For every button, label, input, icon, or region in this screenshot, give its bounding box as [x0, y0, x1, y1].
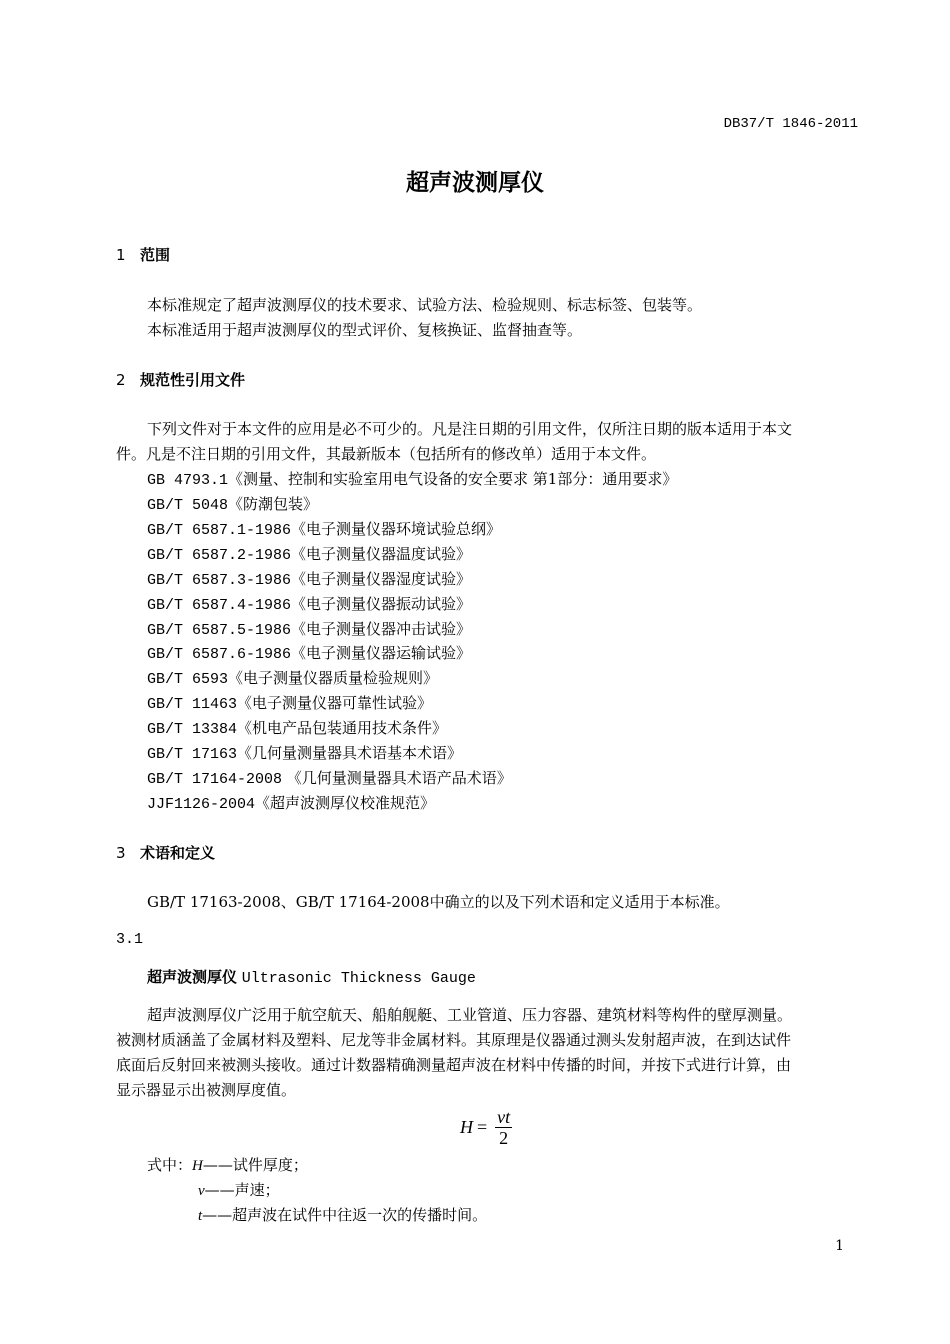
paragraph: 显示器显示出被测厚度值。 — [116, 1081, 297, 1099]
paragraph: 超声波测厚仪广泛用于航空航天、船舶舰艇、工业管道、压力容器、建筑材料等构件的壁厚测量。 — [147, 1006, 793, 1024]
reference-name: 《几何量测量器具术语基本术语》 — [237, 744, 463, 762]
section-number: 1 — [116, 246, 126, 264]
document-title: 超声波测厚仪 — [406, 170, 544, 196]
reference-name: 《超声波测厚仪校准规范》 — [255, 794, 436, 812]
reference-item — [147, 667, 438, 688]
definition-text: ——声速； — [204, 1181, 280, 1199]
formula-denominator: 2 — [499, 1128, 509, 1148]
reference-code: GB/T 6593 — [147, 671, 229, 688]
paragraph: 下列文件对于本文件的应用是必不可少的。凡是注日期的引用文件，仅所注日期的版本适用于本文 — [147, 420, 793, 438]
reference-item — [147, 493, 318, 514]
reference-item — [147, 593, 471, 614]
paragraph: 本标准适用于超声波测厚仪的型式评价、复核换证、监督抽查等。 — [147, 321, 583, 339]
formula-definition — [147, 1154, 308, 1175]
reference-item — [147, 692, 432, 713]
reference-name: 《电子测量仪器温度试验》 — [291, 545, 472, 563]
formula-numerator: vt — [497, 1107, 511, 1127]
formula-definition — [198, 1179, 280, 1200]
section-3-heading — [116, 842, 215, 863]
reference-name: 《电子测量仪器可靠性试验》 — [237, 694, 433, 712]
thickness-formula — [460, 1107, 512, 1148]
section-title: 术语和定义 — [140, 844, 216, 862]
where-label: 式中： — [147, 1156, 193, 1174]
reference-code: GB/T 6587.6-1986 — [147, 646, 292, 663]
reference-code: GB/T 13384 — [147, 721, 238, 738]
reference-code: GB/T 6587.5-1986 — [147, 622, 292, 639]
reference-item — [147, 568, 471, 589]
section-number: 2 — [116, 371, 126, 389]
reference-code: GB/T 5048 — [147, 497, 229, 514]
document-code: DB37/T 1846-2011 — [723, 116, 858, 132]
reference-item — [147, 468, 677, 489]
section-number: 3 — [116, 844, 126, 862]
reference-item — [147, 717, 447, 738]
reference-name: 《电子测量仪器环境试验总纲》 — [291, 520, 502, 538]
reference-name: 《电子测量仪器运输试验》 — [291, 644, 472, 662]
reference-code: GB/T 6587.1-1986 — [147, 522, 292, 539]
page-number: 1 — [835, 1238, 844, 1254]
definition-text: ——试件厚度； — [202, 1156, 308, 1174]
reference-code: JJF1126-2004 — [147, 796, 256, 813]
reference-name: 《电子测量仪器湿度试验》 — [291, 570, 472, 588]
paragraph: 底面后反射回来被测头接收。通过计数器精确测量超声波在材料中传播的时间，并按下式进行计算，由 — [116, 1056, 792, 1074]
paragraph: 本标准规定了超声波测厚仪的技术要求、试验方法、检验规则、标志标签、包装等。 — [147, 296, 703, 314]
reference-name: 《机电产品包装通用技术条件》 — [237, 719, 448, 737]
formula-definition — [198, 1204, 487, 1225]
formula-lhs: H — [460, 1117, 473, 1137]
reference-code: GB 4793.1 — [147, 472, 229, 489]
paragraph: 被测材质涵盖了金属材料及塑料、尼龙等非金属材料。其原理是仪器通过测头发射超声波，在到达试件 — [116, 1031, 792, 1049]
reference-code: GB/T 17163 — [147, 746, 238, 763]
reference-code: GB/T 6587.3-1986 — [147, 572, 292, 589]
reference-item — [147, 742, 462, 763]
definition-symbol: H — [192, 1158, 203, 1174]
reference-item — [147, 767, 512, 788]
reference-name: 《电子测量仪器振动试验》 — [291, 595, 472, 613]
definition-text: ——超声波在试件中往返一次的传播时间。 — [202, 1206, 488, 1224]
reference-code: GB/T 17164-2008 — [147, 771, 283, 788]
formula-fraction — [495, 1107, 512, 1148]
reference-item — [147, 618, 471, 639]
term-english: Ultrasonic Thickness Gauge — [241, 970, 476, 987]
reference-code: GB/T 6587.4-1986 — [147, 597, 292, 614]
reference-item — [147, 543, 471, 564]
paragraph: 件。凡是不注日期的引用文件，其最新版本（包括所有的修改单）适用于本文件。 — [116, 445, 657, 463]
reference-item — [147, 518, 501, 539]
paragraph: GB/T 17163-2008、GB/T 17164-2008中确立的以及下列术语和定义适用于本标准。 — [147, 893, 730, 911]
section-title: 范围 — [140, 246, 171, 264]
reference-name: 《测量、控制和实验室用电气设备的安全要求 第1部分：通用要求》 — [228, 470, 678, 488]
term-chinese: 超声波测厚仪 — [147, 968, 238, 986]
reference-name: 《电子测量仪器质量检验规则》 — [228, 669, 439, 687]
definition-symbol: t — [198, 1208, 203, 1224]
reference-item — [147, 792, 435, 813]
term-entry — [147, 966, 476, 987]
reference-code: GB/T 6587.2-1986 — [147, 547, 292, 564]
formula-equals: = — [477, 1117, 488, 1137]
section-2-heading — [116, 369, 245, 390]
reference-name: 《电子测量仪器冲击试验》 — [291, 620, 472, 638]
reference-code: GB/T 11463 — [147, 696, 238, 713]
reference-item — [147, 642, 471, 663]
definition-symbol: v — [198, 1183, 205, 1199]
reference-name: 《几何量测量器具术语产品术语》 — [282, 769, 512, 787]
reference-name: 《防潮包装》 — [228, 495, 319, 513]
section-title: 规范性引用文件 — [140, 371, 246, 389]
subsection-number: 3.1 — [116, 931, 144, 948]
section-1-heading — [116, 244, 170, 265]
